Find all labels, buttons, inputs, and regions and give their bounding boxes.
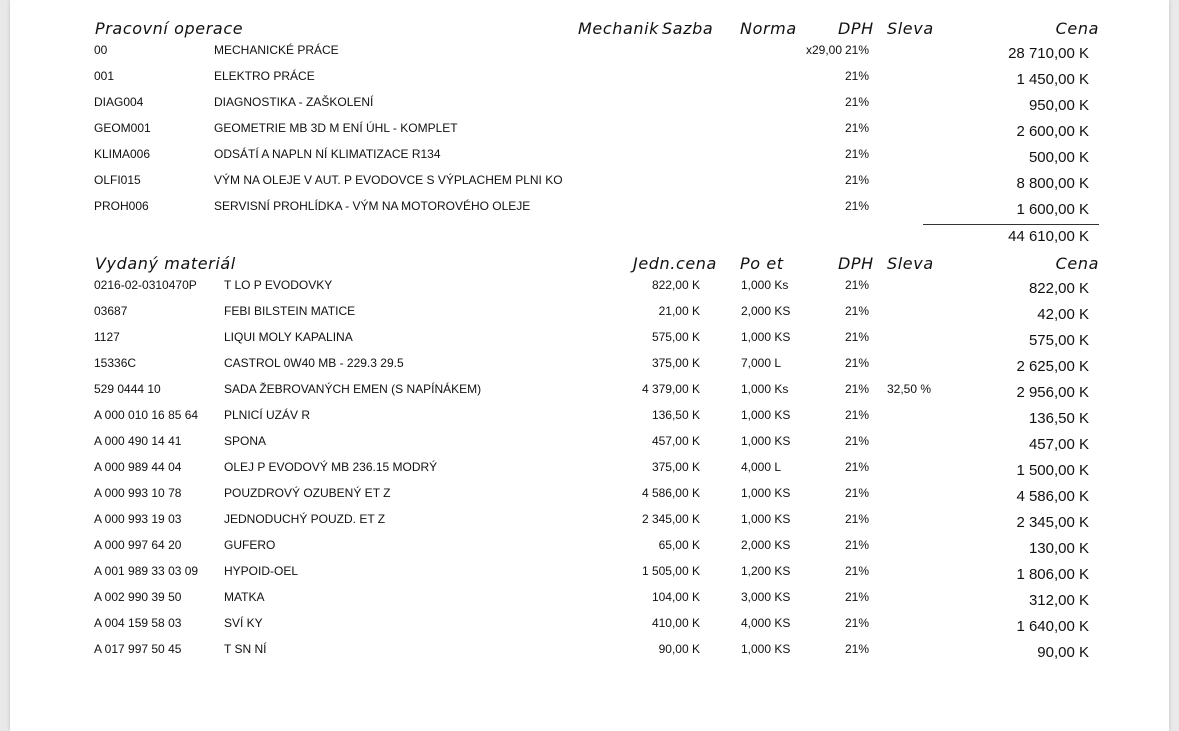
operation-code: KLIMA006 xyxy=(94,147,151,161)
operation-price: 500,00 K xyxy=(1028,149,1089,166)
operation-name: MECHANICKÉ PRÁCE xyxy=(214,43,339,57)
header-price: Cena xyxy=(1055,254,1099,273)
material-row xyxy=(10,459,1169,485)
material-code: A 004 159 58 03 xyxy=(94,616,182,630)
material-name: POUZDROVÝ OZUBENÝ ET Z xyxy=(224,486,391,500)
header-unit-price: Jedn.cena xyxy=(633,254,717,273)
material-price: 2 625,00 K xyxy=(1016,358,1089,375)
material-name: JEDNODUCHÝ POUZD. ET Z xyxy=(224,512,386,526)
material-vat: 21% xyxy=(844,460,870,474)
material-row xyxy=(10,433,1169,459)
labor-row xyxy=(10,68,1169,94)
header-qty: Po et xyxy=(740,254,784,273)
operation-name: SERVISNÍ PROHLÍDKA - VÝM NA MOTOROVÉHO OLEJE xyxy=(214,199,531,213)
material-price: 457,00 K xyxy=(1028,436,1089,453)
header-vat: DPH xyxy=(838,19,874,38)
material-name: FEBI BILSTEIN MATICE xyxy=(224,304,356,318)
material-price: 312,00 K xyxy=(1028,592,1089,609)
material-row xyxy=(10,407,1169,433)
header-vat: DPH xyxy=(838,254,874,273)
material-qty: 1,000 KS xyxy=(741,512,791,526)
material-row xyxy=(10,589,1169,615)
operation-vat: 21% xyxy=(844,147,870,161)
operation-name: ODSÁTÍ A NAPLN NÍ KLIMATIZACE R134 xyxy=(214,147,441,161)
material-price: 822,00 K xyxy=(1028,280,1089,297)
material-qty: 4,000 KS xyxy=(741,616,791,630)
material-price: 42,00 K xyxy=(1037,306,1089,323)
material-row xyxy=(10,329,1169,355)
material-vat: 21% xyxy=(844,382,870,396)
material-row xyxy=(10,355,1169,381)
material-code: 03687 xyxy=(94,304,128,318)
operation-code: 001 xyxy=(94,69,115,83)
material-unit-price: 90,00 K xyxy=(658,642,700,656)
operation-name: ELEKTRO PRÁCE xyxy=(214,69,315,83)
material-name: PLNICÍ UZÁV R xyxy=(224,408,311,422)
operation-price: 1 600,00 K xyxy=(1016,201,1089,218)
material-row xyxy=(10,615,1169,641)
labor-row xyxy=(10,172,1169,198)
material-qty: 1,000 KS xyxy=(741,330,791,344)
material-name: LIQUI MOLY KAPALINA xyxy=(224,330,353,344)
material-vat: 21% xyxy=(844,616,870,630)
material-unit-price: 410,00 K xyxy=(651,616,700,630)
material-name: SPONA xyxy=(224,434,267,448)
material-qty: 1,000 KS xyxy=(741,642,791,656)
material-unit-price: 1 505,00 K xyxy=(641,564,700,578)
material-name: HYPOID-OEL xyxy=(224,564,299,578)
material-code: A 001 989 33 03 09 xyxy=(94,564,199,578)
material-code: A 000 997 64 20 xyxy=(94,538,182,552)
material-name: OLEJ P EVODOVÝ MB 236.15 MODRÝ xyxy=(224,460,438,474)
material-vat: 21% xyxy=(844,356,870,370)
material-name: GUFERO xyxy=(224,538,276,552)
material-code: 15336C xyxy=(94,356,137,370)
material-qty: 1,000 KS xyxy=(741,408,791,422)
material-unit-price: 65,00 K xyxy=(658,538,700,552)
material-price: 136,50 K xyxy=(1028,410,1089,427)
material-name: MATKA xyxy=(224,590,265,604)
operation-vat: 21% xyxy=(844,121,870,135)
operation-norm: x29,00 xyxy=(805,43,842,57)
material-code: A 017 997 50 45 xyxy=(94,642,182,656)
material-code: A 002 990 39 50 xyxy=(94,590,182,604)
material-price: 2 345,00 K xyxy=(1016,514,1089,531)
header-price: Cena xyxy=(1055,19,1099,38)
material-vat: 21% xyxy=(844,590,870,604)
material-price: 1 640,00 K xyxy=(1016,618,1089,635)
subtotal-rule xyxy=(923,224,1099,225)
material-name: T SN NÍ xyxy=(224,642,267,656)
material-unit-price: 375,00 K xyxy=(651,356,700,370)
material-vat: 21% xyxy=(844,564,870,578)
material-unit-price: 575,00 K xyxy=(651,330,700,344)
material-code: A 000 989 44 04 xyxy=(94,460,182,474)
operation-vat: 21% xyxy=(844,95,870,109)
material-code: A 000 993 10 78 xyxy=(94,486,182,500)
material-vat: 21% xyxy=(844,434,870,448)
header-mechanic: Mechanik xyxy=(578,19,660,38)
material-code: 529 0444 10 xyxy=(94,382,161,396)
material-code: 0216-02-0310470P xyxy=(94,278,197,292)
material-discount: 32,50 % xyxy=(887,382,932,396)
operation-code: PROH006 xyxy=(94,199,149,213)
material-price: 130,00 K xyxy=(1028,540,1089,557)
material-name: SADA ŽEBROVANÝCH EMEN (S NAPÍNÁKEM) xyxy=(224,382,482,396)
material-row xyxy=(10,641,1169,667)
header-rate: Sazba xyxy=(662,19,714,38)
operation-price: 1 450,00 K xyxy=(1016,71,1089,88)
material-unit-price: 136,50 K xyxy=(651,408,700,422)
material-price: 1 500,00 K xyxy=(1016,462,1089,479)
material-qty: 2,000 KS xyxy=(741,538,791,552)
material-code: A 000 010 16 85 64 xyxy=(94,408,199,422)
material-vat: 21% xyxy=(844,486,870,500)
labor-row xyxy=(10,94,1169,120)
material-qty: 1,000 KS xyxy=(741,486,791,500)
material-row xyxy=(10,511,1169,537)
material-qty: 7,000 L xyxy=(741,356,782,370)
operation-vat: 21% xyxy=(844,69,870,83)
material-row xyxy=(10,303,1169,329)
invoice-page xyxy=(10,0,1169,731)
material-unit-price: 822,00 K xyxy=(651,278,700,292)
material-vat: 21% xyxy=(844,278,870,292)
material-vat: 21% xyxy=(844,304,870,318)
material-qty: 4,000 L xyxy=(741,460,782,474)
material-code: A 000 490 14 41 xyxy=(94,434,182,448)
operation-code: GEOM001 xyxy=(94,121,151,135)
material-qty: 1,000 Ks xyxy=(741,278,789,292)
operation-code: OLFI015 xyxy=(94,173,141,187)
operation-code: DIAG004 xyxy=(94,95,144,109)
material-price: 575,00 K xyxy=(1028,332,1089,349)
material-unit-price: 4 379,00 K xyxy=(641,382,700,396)
material-code: 1127 xyxy=(94,330,120,344)
labor-row xyxy=(10,146,1169,172)
material-name: SVÍ KY xyxy=(224,616,263,630)
material-row xyxy=(10,485,1169,511)
labor-row xyxy=(10,42,1169,68)
header-norm: Norma xyxy=(740,19,797,38)
material-vat: 21% xyxy=(844,512,870,526)
material-vat: 21% xyxy=(844,408,870,422)
material-qty: 1,000 KS xyxy=(741,434,791,448)
operation-vat: 21% xyxy=(844,199,870,213)
operation-vat: 21% xyxy=(844,173,870,187)
operation-price: 8 800,00 K xyxy=(1016,175,1089,192)
header-discount: Sleva xyxy=(887,254,934,273)
operation-vat: 21% xyxy=(844,43,870,57)
material-unit-price: 2 345,00 K xyxy=(641,512,700,526)
operation-code: 00 xyxy=(94,43,108,57)
material-name: CASTROL 0W40 MB - 229.3 29.5 xyxy=(224,356,404,370)
operation-price: 2 600,00 K xyxy=(1016,123,1089,140)
material-vat: 21% xyxy=(844,330,870,344)
operation-price: 950,00 K xyxy=(1028,97,1089,114)
material-price: 4 586,00 K xyxy=(1016,488,1089,505)
operation-name: DIAGNOSTIKA - ZAŠKOLENÍ xyxy=(214,95,374,109)
material-unit-price: 21,00 K xyxy=(658,304,700,318)
material-name: T LO P EVODOVKY xyxy=(224,278,333,292)
material-section-title: Vydaný materiál xyxy=(95,254,236,273)
material-row xyxy=(10,381,1169,407)
material-qty: 1,000 Ks xyxy=(741,382,789,396)
operation-name: VÝM NA OLEJE V AUT. P EVODOVCE S VÝPLACHEM PLNI KO xyxy=(214,173,563,187)
material-unit-price: 375,00 K xyxy=(651,460,700,474)
material-code: A 000 993 19 03 xyxy=(94,512,182,526)
operation-price: 28 710,00 K xyxy=(1008,45,1089,62)
material-qty: 1,200 KS xyxy=(741,564,791,578)
material-qty: 3,000 KS xyxy=(741,590,791,604)
material-vat: 21% xyxy=(844,538,870,552)
material-unit-price: 4 586,00 K xyxy=(641,486,700,500)
labor-subtotal: 44 610,00 K xyxy=(1008,228,1089,245)
material-unit-price: 457,00 K xyxy=(651,434,700,448)
material-row xyxy=(10,563,1169,589)
material-vat: 21% xyxy=(844,642,870,656)
material-row xyxy=(10,537,1169,563)
material-price: 1 806,00 K xyxy=(1016,566,1089,583)
header-discount: Sleva xyxy=(887,19,934,38)
material-price: 90,00 K xyxy=(1037,644,1089,661)
material-price: 2 956,00 K xyxy=(1016,384,1089,401)
operation-name: GEOMETRIE MB 3D M ENÍ ÚHL - KOMPLET xyxy=(214,121,458,135)
material-qty: 2,000 KS xyxy=(741,304,791,318)
material-row xyxy=(10,277,1169,303)
material-unit-price: 104,00 K xyxy=(651,590,700,604)
labor-row xyxy=(10,198,1169,224)
labor-row xyxy=(10,120,1169,146)
labor-section-title: Pracovní operace xyxy=(95,19,244,38)
